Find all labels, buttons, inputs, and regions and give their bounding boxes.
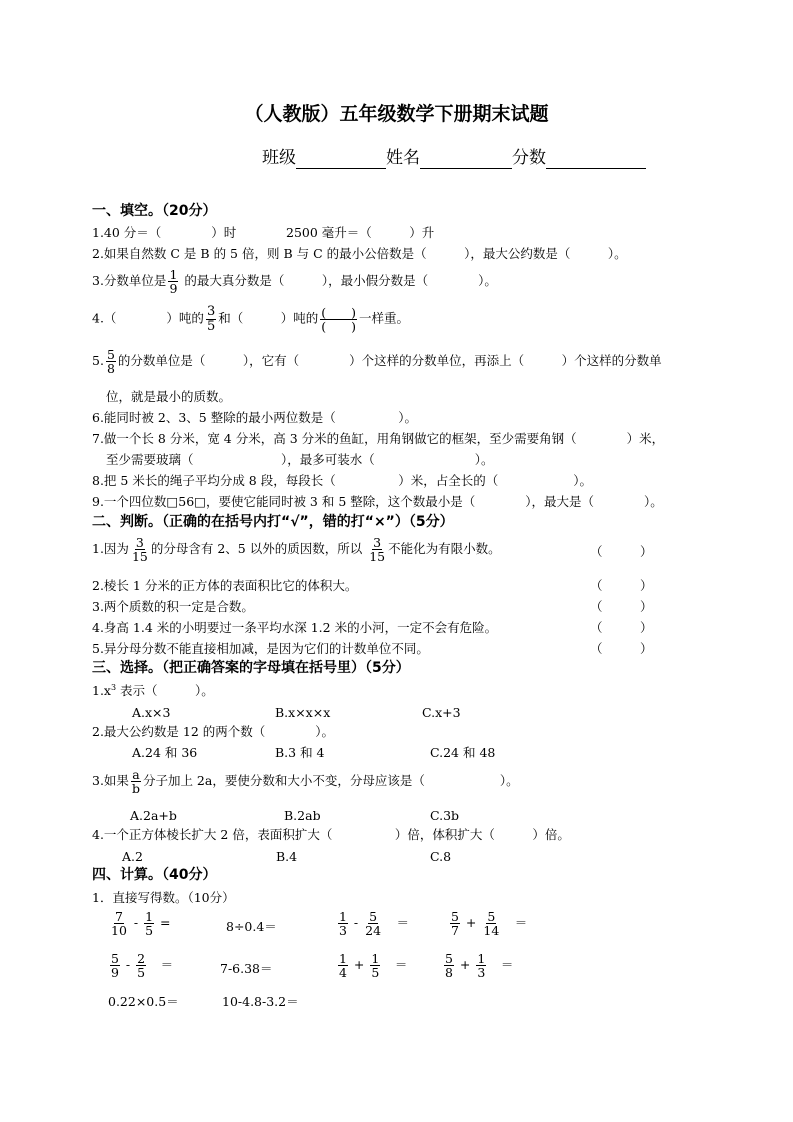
- s1-q7: 7.做一个长 8 分米，宽 4 分米，高 3 分米的鱼缸，用角钢做它的框架，至少需要角钢（ ）米，: [92, 431, 665, 446]
- s3-q1-pre: 1.x: [92, 683, 111, 699]
- fraction: [338, 910, 348, 937]
- equals: =: [156, 915, 171, 931]
- numerator: 5: [445, 951, 453, 966]
- blank-fraction: [320, 306, 357, 333]
- answer-paren[interactable]: （ ）: [590, 544, 653, 559]
- denominator: 8: [445, 965, 453, 981]
- fraction: [364, 910, 382, 937]
- numerator: 2: [137, 951, 146, 966]
- fraction: [444, 952, 454, 979]
- denominator: 14: [483, 923, 500, 939]
- calc-item: [336, 910, 409, 937]
- numerator: 3: [373, 535, 382, 550]
- s1-q6: 6.能同时被 2、3、5 整除的最小两位数是（ ）。: [92, 410, 417, 425]
- equals: ＝: [502, 915, 528, 931]
- section-2-heading: 二、判断。（正确的在括号内打“√”，错的打“×”）（5分）: [92, 514, 454, 530]
- section-4-heading: 四、计算。（40分）: [92, 867, 217, 883]
- score-label: 分数: [512, 148, 546, 168]
- denominator: 3: [339, 923, 347, 939]
- score-blank[interactable]: [546, 150, 646, 169]
- s3-q2: 2.最大公约数是 12 的两个数（ ）。: [92, 724, 335, 739]
- denominator: 5: [137, 965, 146, 981]
- page-title: （人教版）五年级数学下册期末试题: [244, 103, 549, 125]
- s1-q4-pre: 4.（ ）吨的: [92, 310, 204, 326]
- numerator: 1: [145, 909, 154, 924]
- calc-item: 0.22×0.5＝: [108, 994, 179, 1009]
- denominator: 15: [131, 549, 148, 565]
- numerator: 1: [371, 951, 380, 966]
- class-label: 班级: [262, 148, 296, 168]
- numerator: 5: [451, 909, 459, 924]
- s3-q1-post: 表示（ ）。: [116, 683, 214, 699]
- s1-q1a: 1.40 分＝（ ）时: [92, 225, 237, 240]
- student-info-line: [262, 148, 646, 169]
- s1-q3-pre: 3.分数单位是: [92, 273, 167, 289]
- fraction: [136, 952, 146, 979]
- calc-item: [108, 910, 170, 937]
- operator: -: [349, 915, 363, 931]
- s1-q4-post: 一样重。: [359, 310, 410, 326]
- answer-paren[interactable]: （ ）: [590, 641, 653, 656]
- answer-paren[interactable]: （ ）: [590, 578, 653, 593]
- s2-q1-pre: 1.因为: [92, 541, 129, 557]
- s3-q2-option-b: B.3 和 4: [275, 745, 325, 760]
- fraction: [131, 536, 149, 563]
- s3-q3-option-a: A.2a+b: [130, 808, 177, 823]
- s3-q1-option-b: B.x×x×x: [275, 705, 331, 720]
- s3-q3-option-c: C.3b: [430, 808, 460, 823]
- numerator: 5: [487, 909, 496, 924]
- denominator: 15: [369, 549, 386, 565]
- numerator: 5: [369, 909, 378, 924]
- equals: ＝: [382, 957, 408, 973]
- fraction: [110, 910, 128, 937]
- s3-q4-option-a: A.2: [122, 849, 143, 864]
- s2-q3: 3.两个质数的积一定是合数。: [92, 599, 254, 614]
- fraction: [370, 952, 380, 979]
- s1-q4-mid: 和（ ）吨的: [218, 310, 319, 326]
- fraction: [168, 268, 178, 295]
- fraction: [482, 910, 500, 937]
- operator: -: [121, 957, 135, 973]
- fraction: [450, 910, 460, 937]
- fraction: [206, 305, 216, 333]
- section-1-heading: 一、填空。（20分）: [92, 203, 217, 219]
- s1-q3-post: 的最大真分数是（ ），最小假分数是（ ）。: [180, 273, 497, 289]
- s1-q5-pre: 5.: [92, 353, 104, 369]
- s2-q4: 4.身高 1.4 米的小明要过一条平均水深 1.2 米的小河，一定不会有危险。: [92, 620, 498, 635]
- s3-q4-option-b: B.4: [276, 849, 298, 864]
- s2-q1-post: 不能化为有限小数。: [388, 541, 501, 557]
- numerator: 3: [206, 304, 216, 319]
- denominator: ( ): [321, 318, 356, 334]
- denominator: 4: [339, 965, 347, 981]
- answer-paren[interactable]: （ ）: [590, 599, 653, 614]
- s1-q8: 8.把 5 米长的绳子平均分成 8 段，每段长（ ）米，占全长的（ ）。: [92, 473, 592, 488]
- s3-q2-option-c: C.24 和 48: [430, 745, 496, 760]
- denominator: 5: [206, 318, 216, 334]
- s1-q5-post: 的分数单位是（ ），它有（ ）个这样的分数单位，再添上（ ）个这样的分数单: [117, 353, 662, 369]
- numerator: 1: [339, 951, 347, 966]
- fraction: [110, 952, 120, 979]
- fraction: [106, 348, 116, 375]
- s3-q2-option-a: A.24 和 36: [132, 745, 198, 760]
- s3-q4: 4.一个正方体棱长扩大 2 倍，表面积扩大（ ）倍，体积扩大（ ）倍。: [92, 827, 570, 842]
- s1-q7-cont: 至少需要玻璃（ ），最多可装水（ ）。: [106, 452, 494, 467]
- exponent: 3: [110, 683, 117, 692]
- numerator: 7: [114, 909, 123, 924]
- s2-q5: 5.异分母分数不能直接相加减，是因为它们的计数单位不同。: [92, 641, 429, 656]
- calc-item: 7-6.38＝: [220, 961, 273, 976]
- s1-q5: [92, 348, 662, 375]
- denominator: 10: [111, 923, 127, 939]
- denominator: 24: [365, 923, 382, 939]
- denominator: 5: [371, 965, 380, 981]
- fraction: [144, 910, 154, 937]
- s2-q2: 2.棱长 1 分米的正方体的表面积比它的体积大。: [92, 578, 358, 593]
- s1-q1b: 2500 毫升＝（ ）升: [286, 225, 435, 240]
- equals: ＝: [148, 957, 174, 973]
- s1-q5-cont: 位，就是最小的质数。: [106, 389, 232, 404]
- s2-q1: [92, 536, 501, 563]
- s3-q1-option-c: C.x+3: [422, 705, 461, 720]
- operator: +: [461, 915, 481, 931]
- numerator: ( ): [321, 304, 356, 320]
- denominator: 5: [145, 923, 154, 939]
- s1-q2: 2.如果自然数 C 是 B 的 5 倍，则 B 与 C 的最小公倍数是（ ），最大公约数是（ ）。: [92, 246, 627, 261]
- s3-q3-option-b: B.2ab: [284, 808, 321, 823]
- numerator: a: [132, 767, 140, 782]
- operator: +: [455, 957, 475, 973]
- s4-sub1: 1．直接写得数。（10分）: [92, 890, 235, 905]
- s3-q4-option-c: C.8: [430, 849, 452, 864]
- calc-item: [108, 952, 173, 979]
- operator: +: [349, 957, 369, 973]
- calc-item: 10-4.8-3.2＝: [222, 994, 299, 1009]
- numerator: 1: [477, 951, 486, 966]
- denominator: b: [131, 781, 140, 797]
- numerator: 3: [135, 535, 144, 550]
- name-label: 姓名: [386, 148, 420, 168]
- calc-item: [442, 952, 513, 979]
- fraction: [476, 952, 486, 979]
- denominator: 3: [477, 965, 486, 981]
- class-blank[interactable]: [296, 150, 386, 169]
- calc-item: 8÷0.4＝: [226, 919, 277, 934]
- operator: -: [129, 915, 143, 931]
- numerator: 5: [111, 951, 119, 966]
- s1-q4: [92, 305, 409, 333]
- denominator: 9: [169, 281, 178, 297]
- s2-q1-mid: 的分母含有 2、5 以外的质因数，所以: [150, 541, 363, 557]
- answer-paren[interactable]: （ ）: [590, 620, 653, 635]
- s3-q3-post: 分子加上 2a，要使分数和大小不变，分母应该是（ ）。: [142, 773, 519, 789]
- numerator: 5: [106, 347, 115, 362]
- numerator: 1: [169, 267, 178, 282]
- denominator: 9: [111, 965, 119, 981]
- section-3-heading: 三、选择。（把正确答案的字母填在括号里）（5分）: [92, 660, 410, 676]
- denominator: 8: [106, 361, 115, 377]
- s3-q1: [92, 683, 214, 699]
- s1-q3: [92, 268, 497, 295]
- denominator: 7: [451, 923, 459, 939]
- calc-item: [448, 910, 527, 937]
- s3-q1-option-a: A.x×3: [132, 705, 171, 720]
- equals: ＝: [488, 957, 514, 973]
- s1-q9: 9.一个四位数□56□，要使它能同时被 3 和 5 整除，这个数最小是（ ），最大是（ ）。: [92, 494, 663, 509]
- name-blank[interactable]: [420, 150, 512, 169]
- s3-q3-pre: 3.如果: [92, 773, 129, 789]
- fraction: [338, 952, 348, 979]
- numerator: 1: [339, 909, 347, 924]
- equals: ＝: [384, 915, 410, 931]
- fraction: [368, 536, 386, 563]
- s3-q3: [92, 768, 519, 795]
- fraction: [131, 768, 141, 795]
- calc-item: [336, 952, 407, 979]
